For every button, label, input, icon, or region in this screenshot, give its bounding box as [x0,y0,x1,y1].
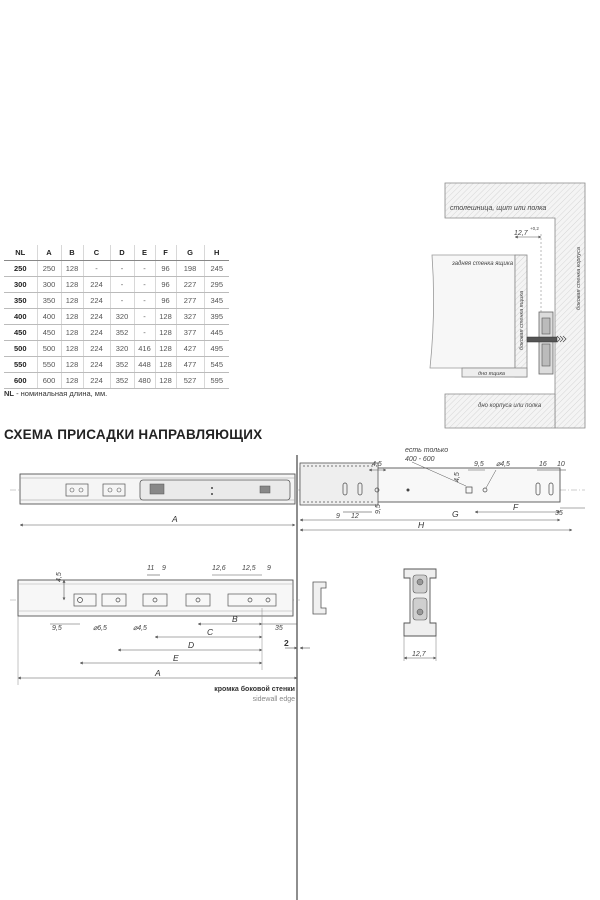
table-cell: 595 [204,373,229,389]
col-header-e: E [134,245,155,261]
table-cell: 224 [83,325,110,341]
table-cell: 550 [4,357,37,373]
col-header-a: A [37,245,61,261]
table-cell: 224 [83,341,110,357]
table-cell: 128 [155,309,176,325]
dim-35-bottom: 35 [275,625,283,632]
table-cell: 320 [110,341,134,357]
dim-2: 2 [284,638,289,648]
dim-profile-width: 12,7 [412,651,426,658]
dim-4-5-vertical: 4,5 [454,472,461,482]
label-drawer-back: задняя стенка ящика [452,261,514,267]
dim-letter-b: B [232,614,238,624]
label-carcass-bottom: дно корпуса или полка [478,403,542,409]
dim-11: 11 [147,565,155,572]
dim-letter-d: D [188,640,195,650]
table-cell: 250 [37,261,61,277]
table-cell: 327 [176,309,204,325]
table-cell: 128 [61,277,83,293]
drawer-back-panel [430,255,515,368]
table-cell: 445 [204,325,229,341]
table-cell: 96 [155,293,176,309]
table-cell: 128 [155,373,176,389]
table-cell: 224 [83,373,110,389]
table-cell: 224 [83,293,110,309]
table-cell: 128 [61,373,83,389]
table-cell: 250 [4,261,37,277]
table-cell: - [134,325,155,341]
table-cell: 350 [37,293,61,309]
table-cell: 128 [61,325,83,341]
slide-side-view-top [10,447,585,900]
table-cell: 320 [110,309,134,325]
cross-section-diagram [430,183,585,428]
col-header-g: G [176,245,204,261]
col-header-h: H [204,245,229,261]
dim-letter-a-bottom: A [155,668,161,678]
dim-letter-f: F [513,502,519,512]
table-cell: 480 [134,373,155,389]
gap-tolerance: +0,2 [530,226,539,231]
table-cell: 500 [4,341,37,357]
table-cell: 400 [37,309,61,325]
table-cell: 550 [37,357,61,373]
note-text: - номинальная длина, мм. [14,389,108,398]
sidewall-edge-label-en: sidewall edge [252,696,295,703]
label-worktop: столешница, щит или полка [450,205,547,212]
dim-12-6: 12,6 [212,565,226,572]
table-cell: 227 [176,277,204,293]
table-cell: - [134,293,155,309]
slide-profile-end-view [404,569,436,661]
table-cell: 345 [204,293,229,309]
table-cell: - [110,261,134,277]
col-header-nl: NL [4,245,37,261]
dim-9-5-bottom: 9,5 [52,625,62,632]
table-cell: 128 [155,341,176,357]
table-cell: 128 [61,341,83,357]
table-cell: 448 [134,357,155,373]
table-cell: 96 [155,277,176,293]
table-cell: 128 [155,325,176,341]
table-cell: - [134,277,155,293]
table-cell: 400 [4,309,37,325]
carcass-bottom-panel [445,394,555,428]
dim-16: 16 [539,461,547,468]
dim-9-5-vertical: 9,5 [375,504,382,514]
table-cell: 450 [4,325,37,341]
dim-35-top: 35 [555,510,563,517]
table-cell: 198 [176,261,204,277]
table-cell: 352 [110,373,134,389]
dim-letter-a-top: A [172,514,178,524]
dim-letter-g: G [452,509,459,519]
table-cell: 350 [4,293,37,309]
note-key: NL [4,389,14,398]
table-cell: 224 [83,357,110,373]
table-cell: 352 [110,325,134,341]
table-cell: 527 [176,373,204,389]
gap-dimension: 12,7 [514,230,528,237]
table-cell: 427 [176,341,204,357]
dim-letter-h: H [418,520,425,530]
col-header-d: D [110,245,134,261]
table-cell: 224 [83,309,110,325]
table-cell: 450 [37,325,61,341]
col-header-f: F [155,245,176,261]
table-cell: 545 [204,357,229,373]
table-cell: 128 [155,357,176,373]
col-header-c: C [83,245,110,261]
dim-12: 12 [351,513,359,520]
table-cell: 600 [4,373,37,389]
dim-4-5-top: 4,5 [372,461,382,468]
table-cell: 395 [204,309,229,325]
sidewall-edge-label-ru: кромка боковой стенки [214,686,295,693]
dim-9-5-top: 9,5 [474,461,484,468]
table-cell: 300 [4,277,37,293]
table-cell: 128 [61,309,83,325]
table-cell: 477 [176,357,204,373]
table-cell: 277 [176,293,204,309]
dim-12-5: 12,5 [242,565,256,572]
note-line2: 400 - 600 [405,456,435,463]
dim-dia-6-5: ⌀6,5 [93,625,107,632]
note-line1: есть только [405,447,449,454]
label-drawer-bottom: дно ящика [478,371,505,377]
table-cell: 416 [134,341,155,357]
dim-10: 10 [557,461,565,468]
table-cell: 128 [61,293,83,309]
dim-9-top: 9 [336,513,340,520]
table-cell: 377 [176,325,204,341]
table-cell: - [134,261,155,277]
table-cell: 500 [37,341,61,357]
table-cell: 224 [83,277,110,293]
table-cell: 495 [204,341,229,357]
dim-letter-e: E [173,653,179,663]
label-carcass-side: боковая стенка корпуса [576,247,582,310]
dim-9-bottom-right: 9 [267,565,271,572]
table-cell: - [134,309,155,325]
dim-letter-c: C [207,627,214,637]
section-title: СХЕМА ПРИСАДКИ НАПРАВЛЯЮЩИХ [4,427,263,442]
table-cell: 96 [155,261,176,277]
dim-dia-4-5-top: ⌀4,5 [496,461,510,468]
dim-9-bottom: 9 [162,565,166,572]
slide-side-view-bottom [10,565,326,703]
table-cell: 600 [37,373,61,389]
dim-dia-4-5-bottom: ⌀4,5 [133,625,147,632]
table-cell: 295 [204,277,229,293]
table-cell: - [110,277,134,293]
table-cell: - [83,261,110,277]
table-cell: 352 [110,357,134,373]
col-header-b: B [61,245,83,261]
table-cell: 128 [61,357,83,373]
table-cell: 300 [37,277,61,293]
rail-end-profile [313,582,326,614]
table-cell: 245 [204,261,229,277]
dim-4-5-bottom: 4,5 [56,572,63,582]
label-drawer-side: боковая стенка ящика [519,290,525,350]
table-cell: 128 [61,261,83,277]
table-cell: - [110,293,134,309]
